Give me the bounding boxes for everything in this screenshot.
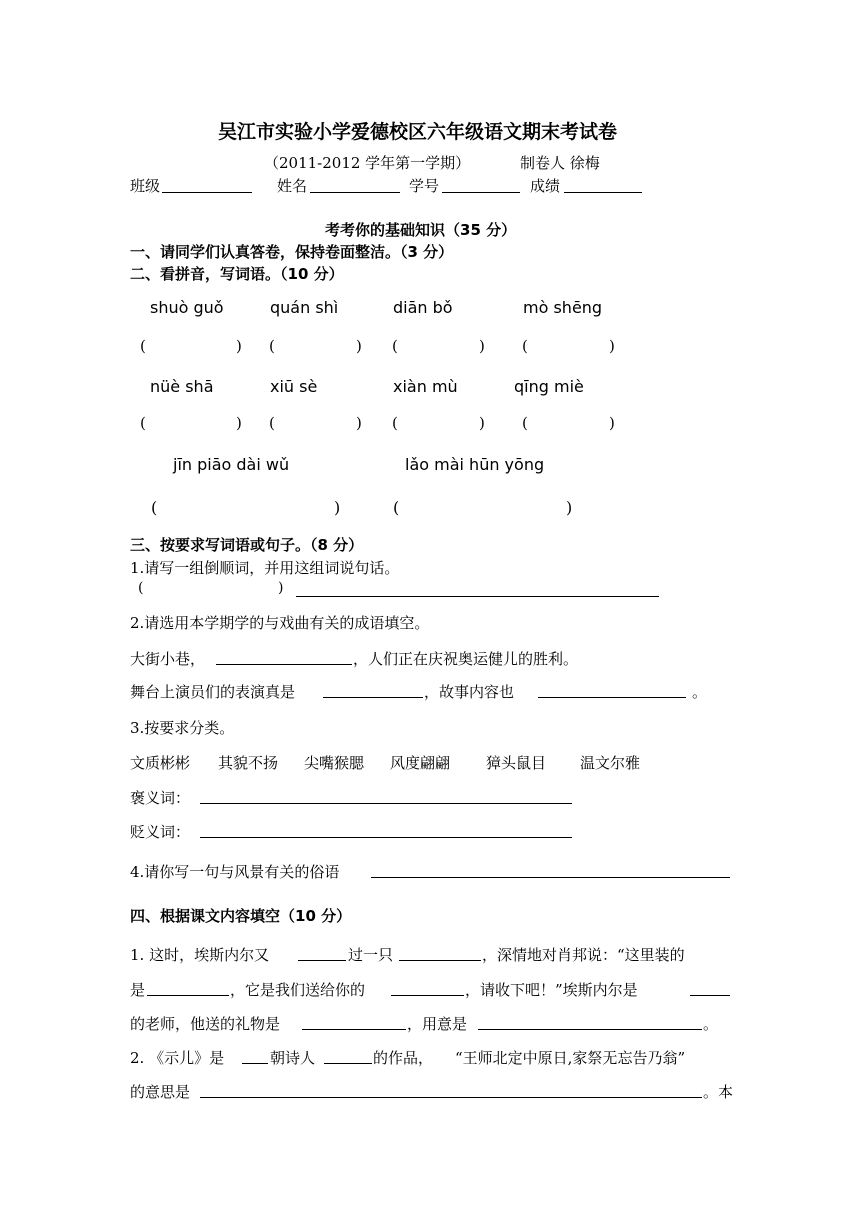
fill-blank[interactable] [298, 960, 346, 961]
section-title: 考考你的基础知识（35 分） [325, 221, 517, 239]
open-bracket: ( [269, 414, 275, 432]
pinyin: lǎo mài hūn yōng [405, 455, 545, 474]
passage-text: ，用意是 [407, 1015, 468, 1033]
passage-text: 的作品， [373, 1049, 434, 1067]
idiom: 尖嘴猴腮 [304, 754, 365, 772]
idiom: 风度翩翩 [390, 754, 451, 772]
sentence-middle: ，故事内容也 [424, 683, 515, 701]
name-label: 姓名 [277, 177, 308, 195]
open-bracket: ( [392, 414, 398, 432]
pinyin: xiū sè [270, 377, 318, 396]
author-label: 制卷人 徐梅 [520, 154, 600, 172]
fill-blank[interactable] [391, 995, 464, 996]
passage-text: 朝诗人 [270, 1049, 316, 1067]
passage-text: ，请收下吧！”埃斯内尔是 [465, 981, 638, 999]
question-3-item-2: 2.请选用本学期学的与戏曲有关的成语填空。 [130, 614, 430, 632]
student-id-field[interactable] [442, 192, 520, 193]
proverb-answer-line[interactable] [371, 877, 730, 878]
score-field[interactable] [564, 192, 642, 193]
passage-text: ，深情地对肖邦说：“这里装的 [482, 946, 685, 964]
open-bracket: ( [522, 337, 528, 355]
open-bracket: ( [393, 498, 400, 517]
passage-text: 是 [130, 981, 146, 999]
close-bracket: ) [479, 337, 485, 355]
passage-text: 2. 《示儿》是 [130, 1049, 225, 1067]
class-field[interactable] [162, 192, 252, 193]
pinyin: qīng miè [514, 377, 584, 396]
passage-text: 。本 [703, 1083, 734, 1101]
fill-blank[interactable] [242, 1063, 268, 1064]
sentence-end: 。 [692, 683, 708, 701]
passage-text: 1. 这时，埃斯内尔又 [130, 946, 270, 964]
idiom: 獐头鼠目 [486, 754, 547, 772]
idiom: 文质彬彬 [130, 754, 191, 772]
question-3-item-1: 1.请写一组倒顺词，并用这组词说句话。 [130, 559, 400, 577]
fill-blank[interactable] [302, 1029, 406, 1030]
page-title: 吴江市实验小学爱德校区六年级语文期末考试卷 [218, 121, 618, 143]
passage-text: ，它是我们送给你的 [230, 981, 366, 999]
question-3-heading: 三、按要求写词语或句子。（8 分） [130, 536, 364, 554]
idiom: 温文尔雅 [580, 754, 641, 772]
class-label: 班级 [130, 177, 161, 195]
question-3-item-4: 4.请你写一句与风景有关的俗语 [130, 863, 340, 881]
student-id-label: 学号 [409, 177, 440, 195]
close-bracket: ) [278, 580, 284, 596]
close-bracket: ) [609, 414, 615, 432]
passage-text: 的意思是 [130, 1083, 191, 1101]
sentence-answer-line[interactable] [296, 596, 659, 597]
name-field[interactable] [310, 192, 400, 193]
question-3-item-3: 3.按要求分类。 [130, 719, 235, 737]
sentence-start: 大街小巷， [130, 650, 206, 668]
question-2-heading: 二、看拼音，写词语。（10 分） [130, 265, 344, 283]
close-bracket: ) [356, 337, 362, 355]
fill-blank[interactable] [399, 960, 481, 961]
praise-answer-line[interactable] [200, 803, 572, 804]
fill-blank[interactable] [147, 995, 229, 996]
fill-blank[interactable] [690, 995, 730, 996]
passage-text: 的老师，他送的礼物是 [130, 1015, 281, 1033]
question-4-heading: 四、根据课文内容填空（10 分） [130, 907, 352, 925]
derogatory-label: 贬义词： [130, 823, 191, 841]
idiom-blank[interactable] [323, 697, 423, 698]
close-bracket: ) [479, 414, 485, 432]
sentence-start: 舞台上演员们的表演真是 [130, 683, 296, 701]
pinyin: shuò guǒ [150, 298, 224, 317]
sentence-end: ，人们正在庆祝奥运健儿的胜利。 [353, 650, 579, 668]
pinyin: nüè shā [150, 377, 214, 396]
close-bracket: ) [334, 498, 341, 517]
open-bracket: ( [140, 337, 146, 355]
passage-text: 。 [703, 1015, 719, 1033]
praise-label: 褒义词： [130, 789, 191, 807]
open-bracket: ( [151, 498, 158, 517]
idiom-blank[interactable] [538, 697, 686, 698]
idiom: 其貌不扬 [218, 754, 279, 772]
close-bracket: ) [566, 498, 573, 517]
pinyin: xiàn mù [393, 377, 458, 396]
passage-text: 过一只 [348, 946, 394, 964]
idiom-blank[interactable] [216, 664, 352, 665]
pinyin: quán shì [270, 298, 339, 317]
fill-blank[interactable] [478, 1029, 702, 1030]
pinyin: mò shēng [523, 298, 603, 317]
close-bracket: ) [609, 337, 615, 355]
poem-quote: “王师北定中原日,家祭无忘告乃翁” [455, 1049, 686, 1067]
close-bracket: ) [356, 414, 362, 432]
term-label: （2011-2012 学年第一学期） [264, 154, 471, 172]
score-label: 成绩 [530, 177, 561, 195]
close-bracket: ) [236, 337, 242, 355]
fill-blank[interactable] [324, 1063, 372, 1064]
open-bracket: ( [138, 580, 144, 596]
open-bracket: ( [269, 337, 275, 355]
open-bracket: ( [140, 414, 146, 432]
fill-blank[interactable] [200, 1097, 702, 1098]
open-bracket: ( [392, 337, 398, 355]
open-bracket: ( [522, 414, 528, 432]
pinyin: jīn piāo dài wǔ [173, 455, 290, 474]
close-bracket: ) [236, 414, 242, 432]
pinyin: diān bǒ [393, 298, 453, 317]
derogatory-answer-line[interactable] [200, 837, 572, 838]
question-1: 一、请同学们认真答卷，保持卷面整洁。（3 分） [130, 243, 454, 261]
